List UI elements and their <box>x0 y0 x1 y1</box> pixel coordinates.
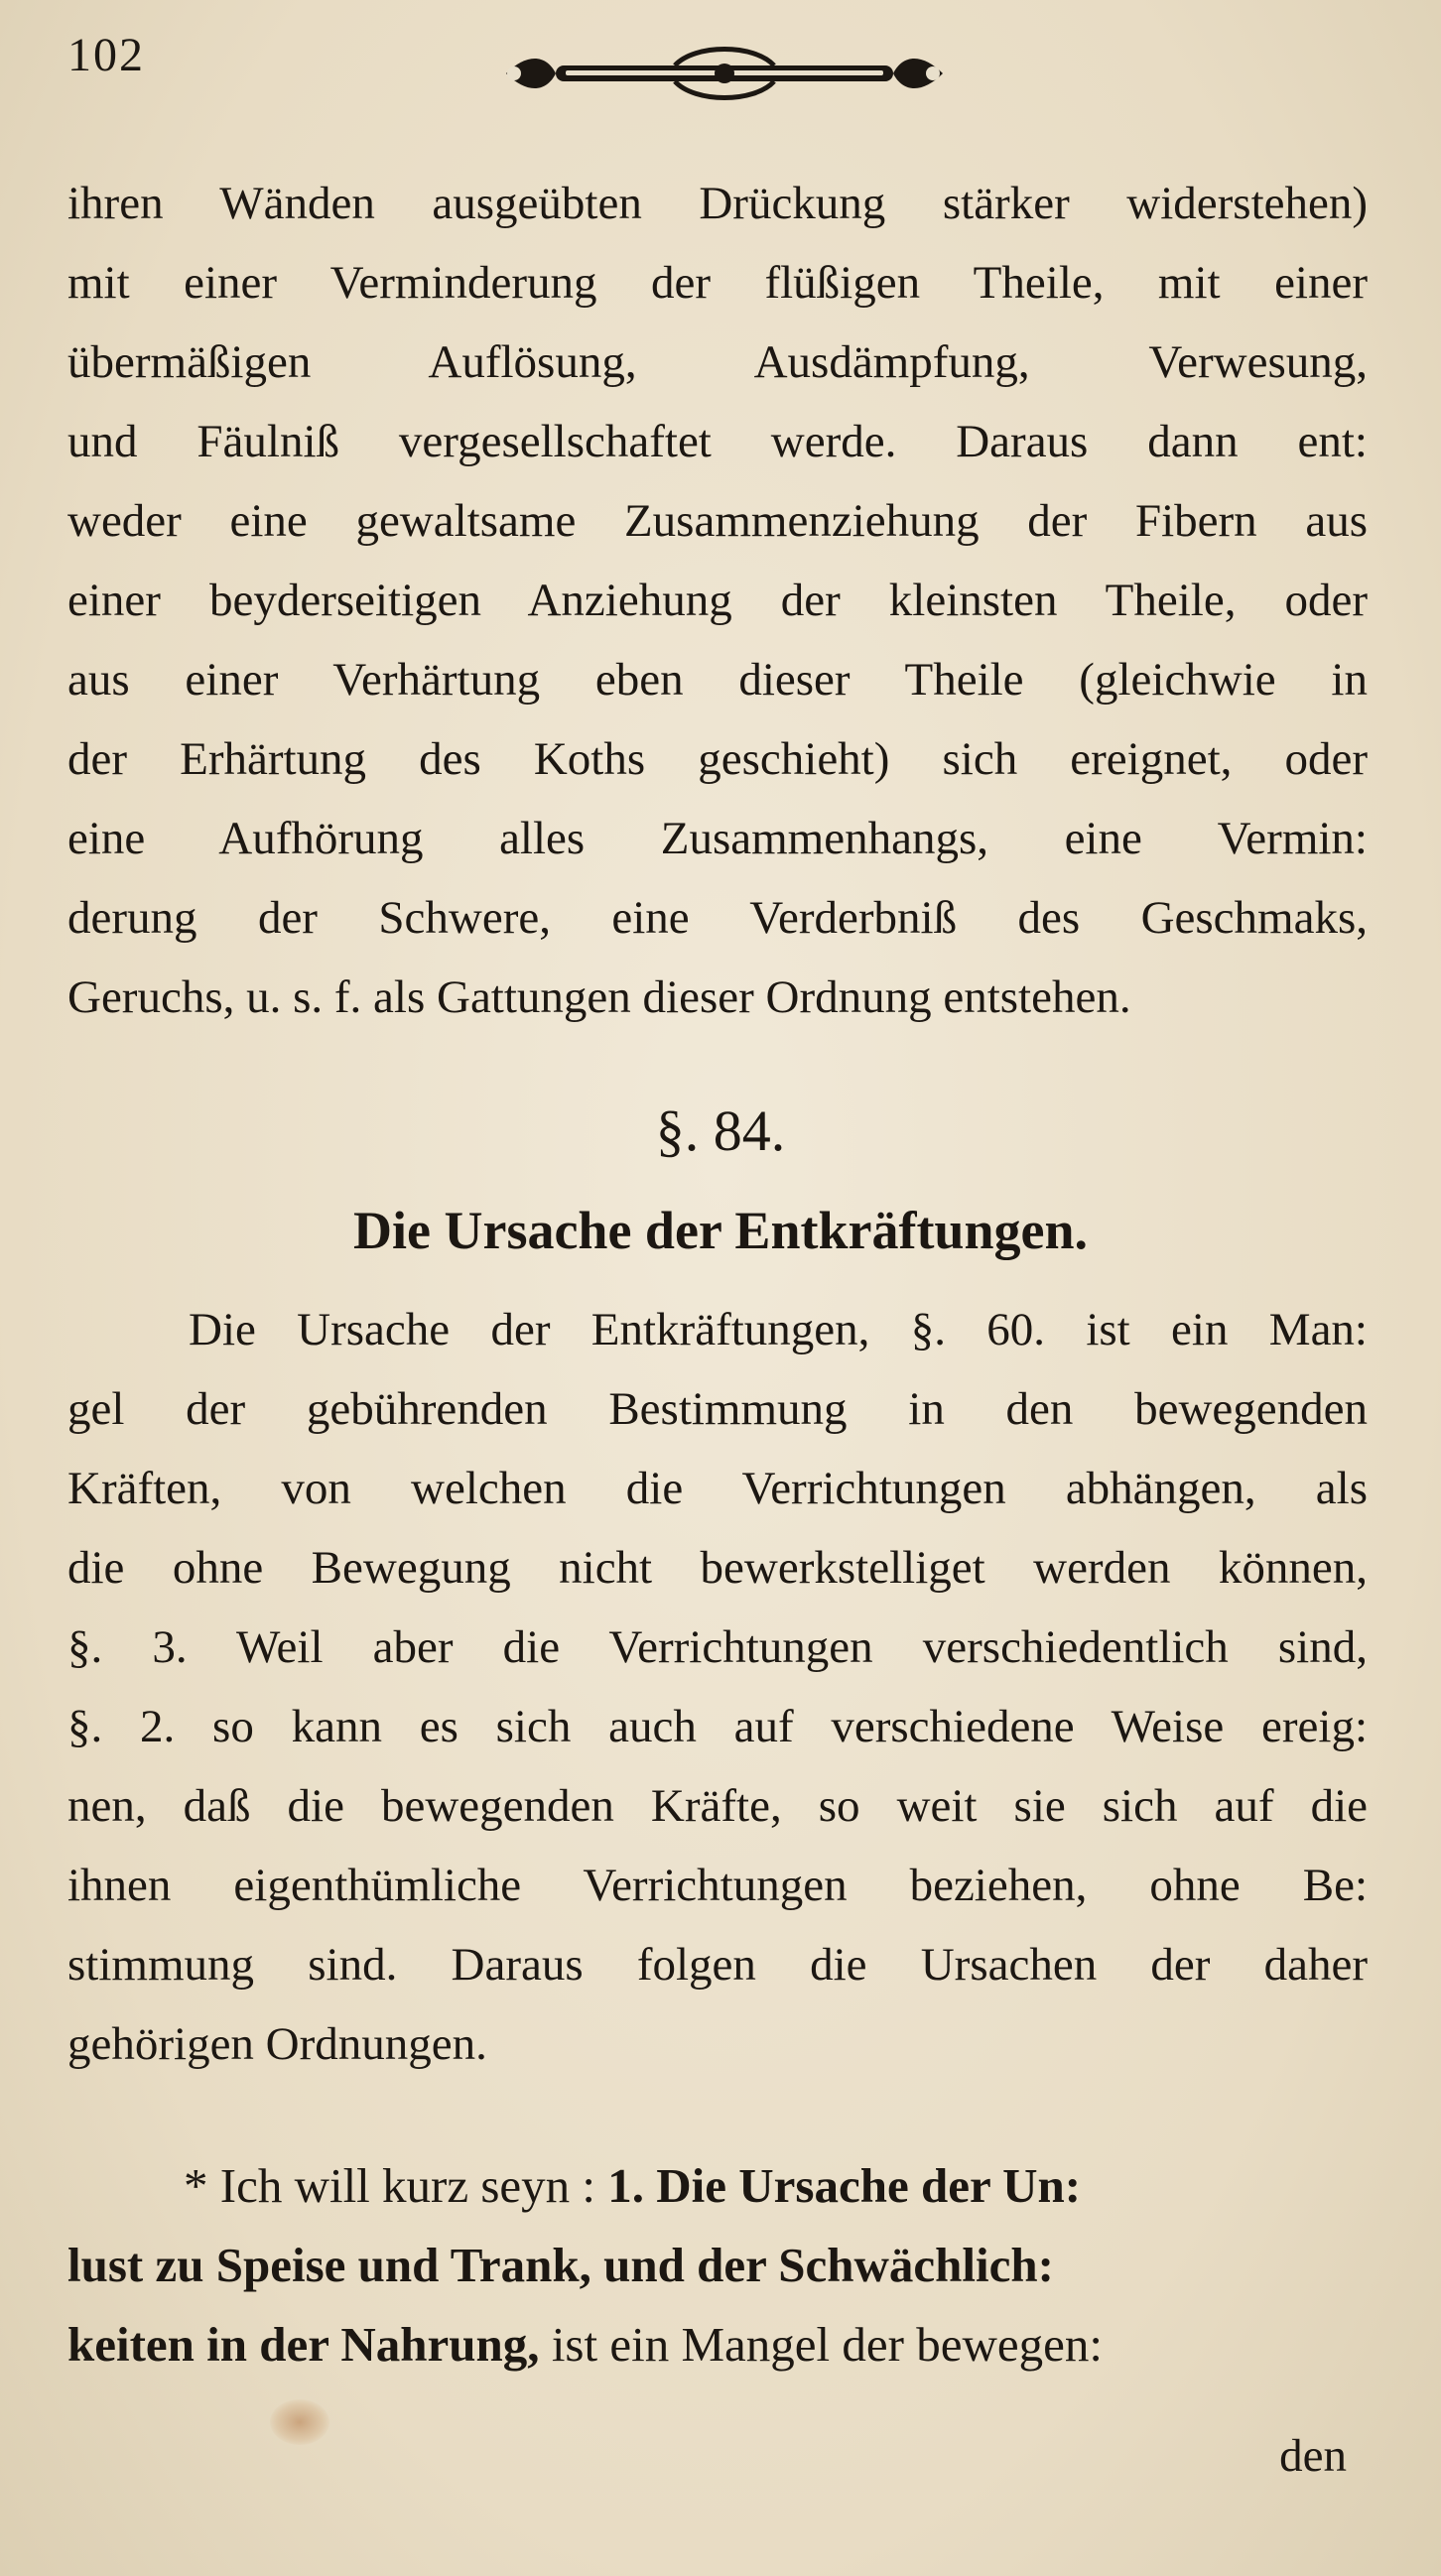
paragraph2-line: ihnen eigenthümliche Verrichtungen beziehen, ohne Be: <box>67 1860 1368 1911</box>
paragraph2-line: stimmung sind. Daraus folgen die Ursachen der daher <box>67 1939 1368 1991</box>
paragraph1-line: und Fäulniß vergesellschaftet werde. Daraus dann ent: <box>67 416 1368 467</box>
section-title: Die Ursache der Entkräftungen. <box>353 1201 1088 1260</box>
footnote-emphasis: 1. Die Ursache der Un: <box>607 2158 1082 2213</box>
paragraph1-line: einer beyderseitigen Anziehung der kleinsten Theile, oder <box>67 575 1368 626</box>
paper-stain <box>270 2399 329 2445</box>
footnote-emphasis: keiten in der Nahrung, <box>67 2317 540 2372</box>
footnote-line <box>67 2307 1368 2382</box>
catchword: den <box>1279 2430 1347 2482</box>
paragraph2-line: Die Ursache der Entkräftungen, §. 60. ist ein Man: <box>189 1304 1368 1355</box>
paragraph1-line: weder eine gewaltsame Zusammenziehung der Fibern aus <box>67 495 1368 547</box>
paragraph2-line: gehörigen Ordnungen. <box>67 2018 487 2070</box>
paragraph2-line: §. 2. so kann es sich auch auf verschiedene Weise ereig: <box>67 1701 1368 1752</box>
paragraph1-line: Geruchs, u. s. f. als Gattungen dieser Ordnung entstehen. <box>67 971 1131 1023</box>
footnote-text: * Ich will kurz seyn : <box>184 2158 608 2213</box>
page-number: 102 <box>67 29 145 81</box>
paragraph2-line: nen, daß die bewegenden Kräfte, so weit sie sich auf die <box>67 1780 1368 1832</box>
paragraph2-line: §. 3. Weil aber die Verrichtungen verschiedentlich sind, <box>67 1621 1368 1673</box>
paragraph1-line: übermäßigen Auflösung, Ausdämpfung, Verwesung, <box>67 336 1368 388</box>
paragraph1-line: ihren Wänden ausgeübten Drückung stärker widerstehen) <box>67 178 1368 229</box>
paragraph1-line: aus einer Verhärtung eben dieser Theile (gleichwie in <box>67 654 1368 706</box>
footnote-text: ist ein Mangel der bewegen: <box>539 2317 1103 2372</box>
paragraph1-line: derung der Schwere, eine Verderbniß des Geschmaks, <box>67 892 1368 944</box>
paragraph2-line: die ohne Bewegung nicht bewerkstelliget werden können, <box>67 1542 1368 1594</box>
section-number: §. 84. <box>655 1098 786 1163</box>
printer-ornament-icon <box>496 44 953 103</box>
footnote-emphasis: lust zu Speise und Trank, und der Schwächlich: <box>67 2238 1054 2292</box>
footnote-line <box>67 2228 1368 2302</box>
footnote-line <box>184 2148 1368 2223</box>
paragraph2-line: Kräften, von welchen die Verrichtungen abhängen, als <box>67 1463 1368 1514</box>
paragraph1-line: mit einer Verminderung der flüßigen Theile, mit einer <box>67 257 1368 309</box>
paragraph1-line: eine Aufhörung alles Zusammenhangs, eine Vermin: <box>67 813 1368 864</box>
paragraph1-line: der Erhärtung des Koths geschieht) sich ereignet, oder <box>67 733 1368 785</box>
paragraph2-line: gel der gebührenden Bestimmung in den bewegenden <box>67 1383 1368 1435</box>
